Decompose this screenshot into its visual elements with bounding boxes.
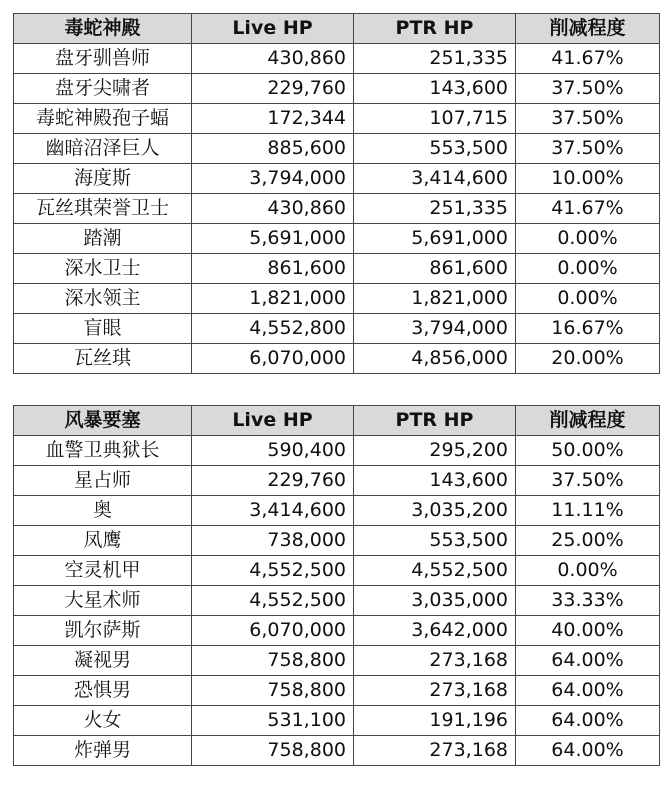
live-hp-value: 430,860 (192, 194, 354, 224)
reduction-value: 64.00% (516, 706, 660, 736)
section-title: 风暴要塞 (14, 406, 192, 436)
boss-name: 凤鹰 (14, 526, 192, 556)
ptr-hp-value: 4,856,000 (354, 344, 516, 374)
ptr-hp-value: 143,600 (354, 74, 516, 104)
table-row (14, 254, 660, 284)
live-hp-value: 861,600 (192, 254, 354, 284)
ptr-hp-value: 3,035,200 (354, 496, 516, 526)
ptr-hp-value: 295,200 (354, 436, 516, 466)
ptr-hp-value: 3,794,000 (354, 314, 516, 344)
ptr-hp-value: 3,035,000 (354, 586, 516, 616)
live-hp-value: 590,400 (192, 436, 354, 466)
boss-name: 凝视男 (14, 646, 192, 676)
reduction-value: 50.00% (516, 436, 660, 466)
column-header-live-hp: Live HP (192, 406, 354, 436)
reduction-value: 0.00% (516, 254, 660, 284)
ptr-hp-value: 3,642,000 (354, 616, 516, 646)
boss-name: 盲眼 (14, 314, 192, 344)
column-header-reduction: 削减程度 (516, 14, 660, 44)
reduction-value: 37.50% (516, 134, 660, 164)
reduction-value: 0.00% (516, 224, 660, 254)
boss-name: 盘牙尖啸者 (14, 74, 192, 104)
reduction-value: 40.00% (516, 616, 660, 646)
live-hp-value: 4,552,500 (192, 556, 354, 586)
live-hp-value: 229,760 (192, 466, 354, 496)
ptr-hp-value: 553,500 (354, 526, 516, 556)
live-hp-value: 6,070,000 (192, 616, 354, 646)
boss-name: 深水领主 (14, 284, 192, 314)
spacer-cell (14, 374, 660, 406)
ptr-hp-value: 191,196 (354, 706, 516, 736)
ptr-hp-value: 143,600 (354, 466, 516, 496)
reduction-value: 41.67% (516, 44, 660, 74)
table-row (14, 104, 660, 134)
boss-name: 凯尔萨斯 (14, 616, 192, 646)
boss-name: 大星术师 (14, 586, 192, 616)
column-header-ptr-hp: PTR HP (354, 14, 516, 44)
ptr-hp-value: 553,500 (354, 134, 516, 164)
boss-name: 瓦丝琪荣誉卫士 (14, 194, 192, 224)
section-spacer (14, 374, 660, 406)
live-hp-value: 5,691,000 (192, 224, 354, 254)
table-body (14, 14, 660, 766)
live-hp-value: 6,070,000 (192, 344, 354, 374)
live-hp-value: 738,000 (192, 526, 354, 556)
table-row (14, 706, 660, 736)
table-row (14, 134, 660, 164)
boss-name: 踏潮 (14, 224, 192, 254)
table-row (14, 646, 660, 676)
column-header-ptr-hp: PTR HP (354, 406, 516, 436)
live-hp-value: 758,800 (192, 676, 354, 706)
live-hp-value: 1,821,000 (192, 284, 354, 314)
reduction-value: 16.67% (516, 314, 660, 344)
table-row (14, 224, 660, 254)
table-row (14, 344, 660, 374)
table-row (14, 74, 660, 104)
table-row (14, 676, 660, 706)
table-row (14, 736, 660, 766)
table-row (14, 586, 660, 616)
live-hp-value: 758,800 (192, 646, 354, 676)
boss-name: 幽暗沼泽巨人 (14, 134, 192, 164)
table-row (14, 616, 660, 646)
ptr-hp-value: 107,715 (354, 104, 516, 134)
table-row (14, 44, 660, 74)
section-header-row (14, 406, 660, 436)
section-header-row (14, 14, 660, 44)
live-hp-value: 758,800 (192, 736, 354, 766)
table-row (14, 284, 660, 314)
boss-name: 深水卫士 (14, 254, 192, 284)
ptr-hp-value: 1,821,000 (354, 284, 516, 314)
table-row (14, 164, 660, 194)
reduction-value: 0.00% (516, 284, 660, 314)
boss-name: 毒蛇神殿孢子蝠 (14, 104, 192, 134)
table-row (14, 436, 660, 466)
reduction-value: 33.33% (516, 586, 660, 616)
reduction-value: 64.00% (516, 676, 660, 706)
hp-comparison-table (13, 13, 660, 766)
live-hp-value: 4,552,500 (192, 586, 354, 616)
ptr-hp-value: 861,600 (354, 254, 516, 284)
ptr-hp-value: 273,168 (354, 736, 516, 766)
boss-name: 瓦丝琪 (14, 344, 192, 374)
column-header-live-hp: Live HP (192, 14, 354, 44)
live-hp-value: 3,414,600 (192, 496, 354, 526)
boss-name: 恐惧男 (14, 676, 192, 706)
table-row (14, 314, 660, 344)
ptr-hp-value: 251,335 (354, 44, 516, 74)
ptr-hp-value: 273,168 (354, 676, 516, 706)
table-row (14, 496, 660, 526)
reduction-value: 37.50% (516, 466, 660, 496)
ptr-hp-value: 5,691,000 (354, 224, 516, 254)
live-hp-value: 3,794,000 (192, 164, 354, 194)
ptr-hp-value: 4,552,500 (354, 556, 516, 586)
boss-name: 炸弹男 (14, 736, 192, 766)
table-row (14, 194, 660, 224)
boss-name: 空灵机甲 (14, 556, 192, 586)
reduction-value: 11.11% (516, 496, 660, 526)
table-row (14, 466, 660, 496)
live-hp-value: 531,100 (192, 706, 354, 736)
section-title: 毒蛇神殿 (14, 14, 192, 44)
table-row (14, 526, 660, 556)
live-hp-value: 172,344 (192, 104, 354, 134)
boss-name: 奥 (14, 496, 192, 526)
reduction-value: 10.00% (516, 164, 660, 194)
boss-name: 海度斯 (14, 164, 192, 194)
reduction-value: 64.00% (516, 646, 660, 676)
ptr-hp-value: 273,168 (354, 646, 516, 676)
reduction-value: 25.00% (516, 526, 660, 556)
ptr-hp-value: 3,414,600 (354, 164, 516, 194)
column-header-reduction: 削减程度 (516, 406, 660, 436)
table-row (14, 556, 660, 586)
boss-name: 火女 (14, 706, 192, 736)
live-hp-value: 885,600 (192, 134, 354, 164)
reduction-value: 37.50% (516, 74, 660, 104)
reduction-value: 37.50% (516, 104, 660, 134)
boss-name: 盘牙驯兽师 (14, 44, 192, 74)
live-hp-value: 430,860 (192, 44, 354, 74)
live-hp-value: 4,552,800 (192, 314, 354, 344)
reduction-value: 64.00% (516, 736, 660, 766)
boss-name: 血警卫典狱长 (14, 436, 192, 466)
live-hp-value: 229,760 (192, 74, 354, 104)
reduction-value: 0.00% (516, 556, 660, 586)
ptr-hp-value: 251,335 (354, 194, 516, 224)
reduction-value: 20.00% (516, 344, 660, 374)
reduction-value: 41.67% (516, 194, 660, 224)
boss-name: 星占师 (14, 466, 192, 496)
